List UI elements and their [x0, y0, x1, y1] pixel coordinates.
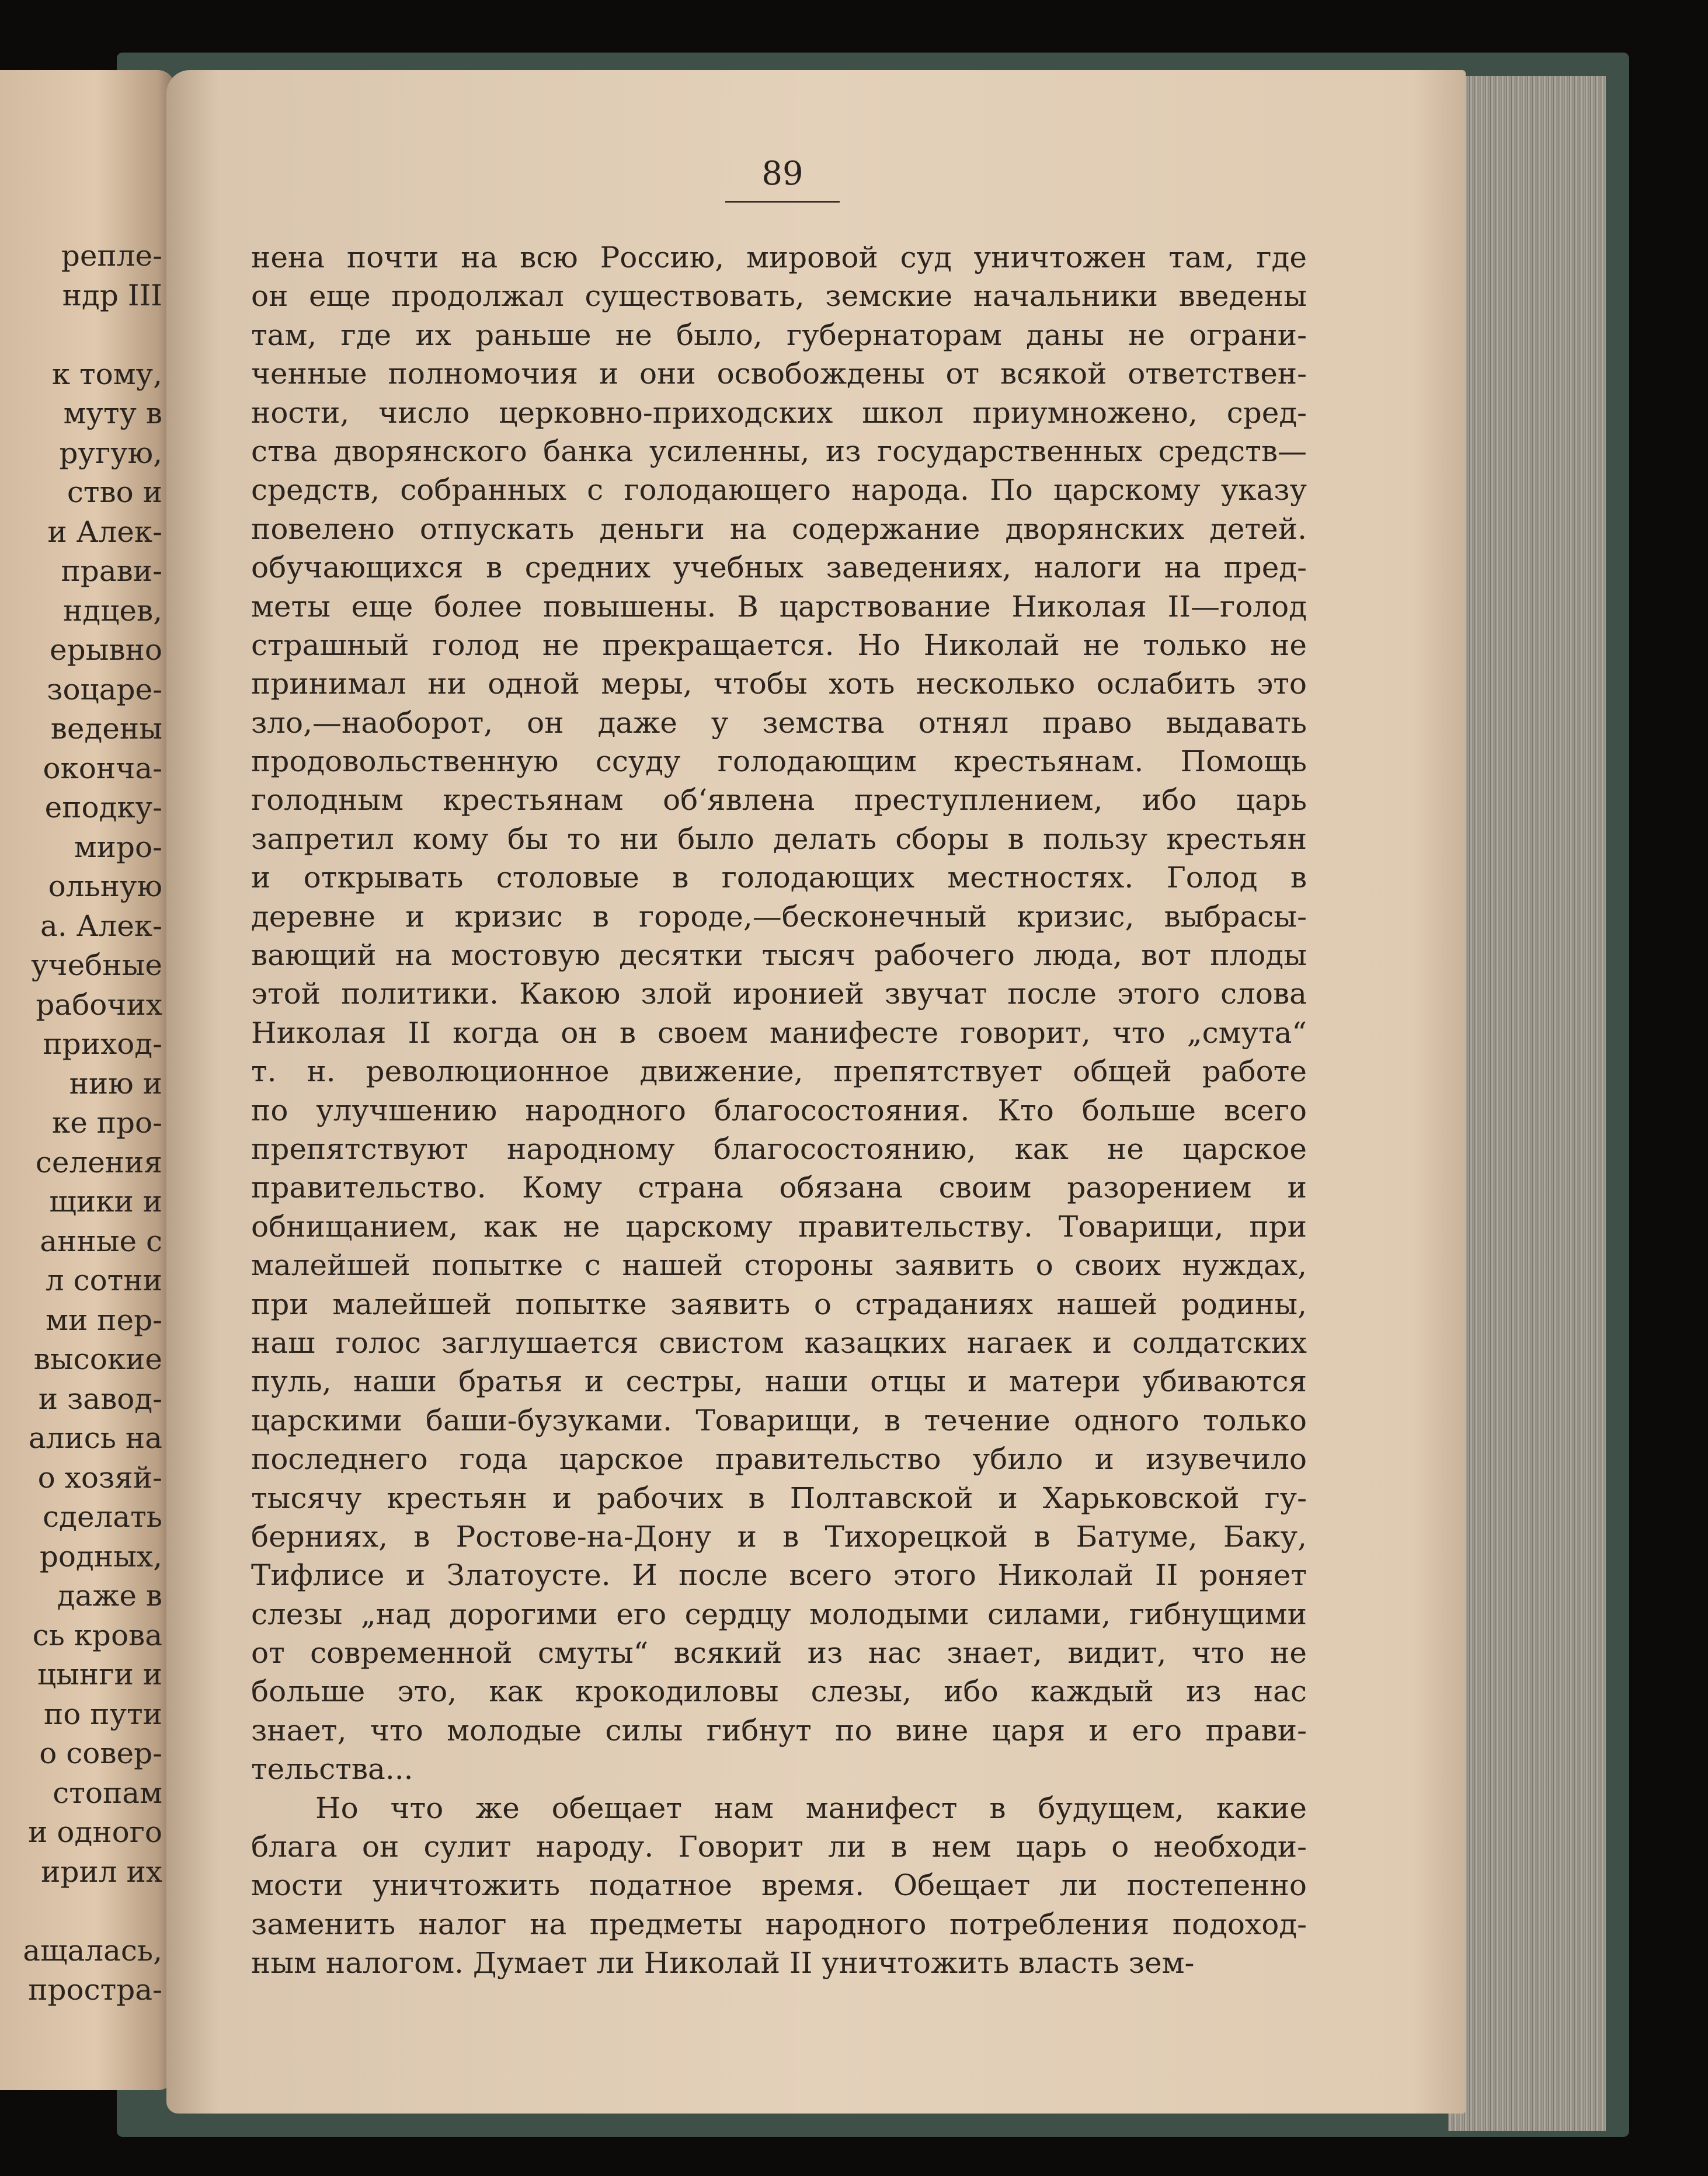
text-line: малейшей попытке с нашей стороны заявить о своих нуждах, — [251, 1248, 1307, 1283]
text-line: деревне и кризис в городе,—бесконечный кризис, выбрасы- — [251, 899, 1307, 934]
text-line: ным налогом. Думает ли Николай II уничтожить власть зем- — [251, 1946, 1195, 1980]
text-line: принимал ни одной меры, чтобы хоть несколько ослабить это — [251, 667, 1307, 701]
left-text-line: л сотни — [45, 1263, 162, 1297]
left-text-line: анные с — [40, 1224, 162, 1258]
left-text-line: простра- — [28, 1973, 162, 2007]
left-text-line: по пути — [43, 1697, 162, 1731]
left-text-line: даже в — [57, 1579, 162, 1613]
left-text-line: еподку- — [44, 791, 162, 824]
text-line: зло,—наоборот, он даже у земства отнял право выдавать — [251, 705, 1307, 740]
left-text-line: муту в — [63, 396, 162, 430]
left-text-line — [0, 1892, 162, 1931]
text-line: Но что же обещает нам манифест в будущем, какие — [315, 1791, 1307, 1825]
text-line: там, где их раньше не было, губернаторам даны не ограни- — [251, 318, 1307, 352]
left-text-line: родных, — [39, 1539, 162, 1573]
left-text-line: рабочих — [36, 987, 162, 1022]
left-text-line: и одного — [28, 1815, 162, 1849]
text-line: тысячу крестьян и рабочих в Полтавской и Харьковской гу- — [251, 1481, 1307, 1515]
text-line: от современной смуты“ всякий из нас знает, видит, что не — [251, 1636, 1307, 1670]
text-line: слезы „над дорогими его сердцу молодыми силами, гибнущими — [251, 1597, 1307, 1631]
left-text-line: нию и — [69, 1066, 162, 1101]
text-line: по улучшению народного благосостояния. Кто больше всего — [251, 1093, 1307, 1127]
text-line: голодным крестьянам об‘явлена преступлением, ибо царь — [251, 783, 1307, 817]
left-text-line: репле- — [61, 239, 162, 273]
text-line: знает, что молодые силы гибнут по вине царя и его прави- — [251, 1713, 1307, 1747]
text-line: последнего года царское правительство убило и изувечило — [251, 1442, 1307, 1477]
left-text-line: учебные — [31, 948, 162, 982]
text-line: наш голос заглушается свистом казацких нагаек и солдатских — [251, 1325, 1307, 1360]
text-line: и открывать столовые в голодающих местностях. Голод в — [251, 861, 1307, 895]
text-line: больше это, как крокодиловы слезы, ибо каждый из нас — [251, 1674, 1307, 1709]
text-line: этой политики. Какою злой иронией звучат после этого слова — [251, 977, 1307, 1011]
text-line: ности, число церковно-приходских школ приумножено, сред- — [251, 395, 1307, 430]
left-text-line: ндр III — [62, 278, 162, 312]
left-text-line: высокие — [33, 1342, 162, 1376]
left-text-line: цынги и — [37, 1658, 162, 1691]
page-edges — [1448, 76, 1606, 2131]
text-line: обучающихся в средних учебных заведениях, налоги на пред- — [251, 551, 1307, 585]
left-text-line: прави- — [61, 554, 162, 588]
text-line: тельства... — [251, 1752, 413, 1787]
text-line: запретил кому бы то ни было делать сборы в пользу крестьян — [251, 821, 1307, 856]
left-text-line: миро- — [74, 830, 162, 864]
text-line: страшный голод не прекращается. Но Николай не только не — [251, 628, 1307, 662]
text-line: пуль, наши братья и сестры, наши отцы и матери убиваются — [251, 1364, 1307, 1399]
text-line: т. н. революционное движение, препятствует общей работе — [251, 1054, 1307, 1089]
left-text-line: ругую, — [59, 436, 162, 470]
text-line: царскими баши-бузуками. Товарищи, в течение одного только — [251, 1403, 1307, 1437]
left-text-line: ались на — [28, 1421, 162, 1455]
left-text-line: селения — [35, 1145, 162, 1179]
left-text-line: ирил их — [41, 1854, 162, 1889]
text-line: повелено отпускать деньги на содержание дворянских детей. — [251, 511, 1307, 546]
left-text-line — [0, 315, 162, 355]
text-line: заменить налог на предметы народного потребления подоход- — [251, 1907, 1307, 1941]
text-line: средств, собранных с голодающего народа. По царскому указу — [251, 473, 1307, 507]
text-line: Николая II когда он в своем манифесте говорит, что „смута“ — [251, 1015, 1307, 1050]
left-text-line: стопам — [53, 1775, 162, 1810]
text-line: нена почти на всю Россию, мировой суд уничтожен там, где — [251, 241, 1307, 274]
text-line: правительство. Кому страна обязана своим разорением и — [251, 1171, 1307, 1205]
left-text-line: щики и — [49, 1185, 162, 1218]
text-line: блага он сулит народу. Говорит ли в нем царь о необходи- — [251, 1830, 1307, 1864]
left-text-line: приход- — [43, 1027, 162, 1061]
left-page-text — [0, 236, 162, 2010]
left-text-line: оконча- — [43, 751, 162, 785]
left-text-line: ащалась, — [23, 1933, 162, 1968]
left-text-line: сь крова — [32, 1618, 162, 1652]
page-body-text — [251, 238, 1307, 1983]
text-line: берниях, в Ростове-на-Дону и в Тихорецкой в Батуме, Баку, — [251, 1519, 1307, 1554]
page-number: 89 — [761, 155, 803, 193]
left-text-line: ндцев, — [63, 593, 162, 628]
text-line: продовольственную ссуду голодающим крестьянам. Помощь — [251, 744, 1307, 779]
left-text-line: а. Алек- — [40, 908, 162, 943]
left-text-line: ольную — [48, 869, 162, 903]
text-line: мости уничтожить податное время. Обещает ли постепенно — [251, 1868, 1307, 1903]
left-text-line: ство и — [67, 475, 162, 509]
left-text-line: ми пер- — [46, 1303, 162, 1337]
text-line: ства дворянского банка усиленны, из государственных средств— — [251, 434, 1307, 468]
text-line: он еще продолжал существовать, земские начальники введены — [251, 279, 1307, 314]
left-text-line: ведены — [50, 712, 162, 746]
left-text-line: ке про- — [51, 1106, 162, 1140]
page-number-rule — [725, 201, 840, 203]
text-line: меты еще более повышены. В царствование Николая II—голод — [251, 589, 1307, 624]
left-page — [0, 70, 175, 2090]
text-line: Тифлисе и Златоусте. И после всего этого Николай II роняет — [251, 1558, 1307, 1593]
text-line: при малейшей попытке заявить о страданиях нашей родины, — [251, 1287, 1307, 1321]
text-line: ченные полномочия и они освобождены от всякой ответствен- — [251, 357, 1307, 391]
left-text-line: и завод- — [38, 1381, 162, 1416]
left-text-line: и Алек- — [47, 514, 162, 549]
left-text-line: ерывно — [50, 633, 162, 667]
left-text-line: о совер- — [39, 1736, 162, 1770]
left-text-line: о хозяй- — [37, 1460, 162, 1495]
left-text-line: к тому, — [51, 357, 162, 391]
left-text-line: сделать — [43, 1500, 162, 1534]
text-line: вающий на мостовую десятки тысяч рабочего люда, вот плоды — [251, 938, 1307, 973]
text-line: препятствуют народному благосостоянию, как не царское — [251, 1131, 1307, 1166]
text-line: обнищанием, как не царскому правительству. Товарищи, при — [251, 1209, 1307, 1244]
left-text-line: зоцаре- — [47, 672, 162, 706]
